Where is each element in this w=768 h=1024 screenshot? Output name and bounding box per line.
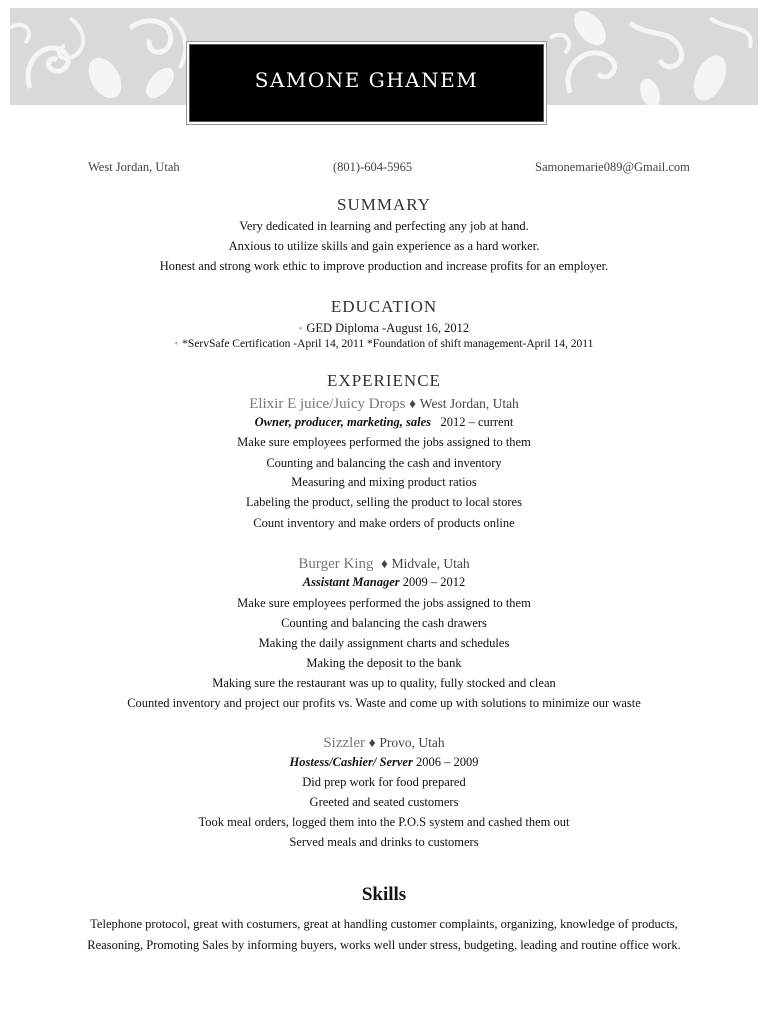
job-header bbox=[0, 396, 768, 413]
job-duty: Labeling the product, selling the product to local stores bbox=[246, 495, 522, 509]
job-duty: Counting and balancing the cash drawers bbox=[281, 616, 487, 630]
job-duty: Served meals and drinks to customers bbox=[289, 835, 479, 849]
job-duty: Greeted and seated customers bbox=[309, 795, 459, 809]
job-role-line bbox=[0, 415, 768, 430]
skills-line: Reasoning, Promoting Sales by informing buyers, works well under stress, budgeting, leading and routine office work. bbox=[87, 938, 681, 952]
job-location: Midvale, Utah bbox=[391, 556, 470, 571]
job-duty: Measuring and mixing product ratios bbox=[291, 475, 477, 489]
job-role: Owner, producer, marketing, sales bbox=[254, 415, 432, 429]
name-box-inner bbox=[189, 44, 544, 122]
name-box bbox=[186, 41, 547, 125]
skills-line: Telephone protocol, great with costumers, great at handling customer complaints, organizing, knowledge of products, bbox=[90, 917, 678, 931]
bullet-icon: • bbox=[174, 339, 179, 350]
job-header bbox=[0, 556, 768, 573]
diamond-icon: ♦ bbox=[409, 396, 417, 411]
education-item-text: *ServSafe Certification -April 14, 2011 *Foundation of shift management-April 14, 2011 bbox=[182, 338, 594, 350]
job-location: West Jordan, Utah bbox=[419, 396, 519, 411]
job-duty: Making the daily assignment charts and schedules bbox=[258, 636, 510, 650]
job-duty: Counting and balancing the cash and inventory bbox=[266, 456, 502, 470]
job-duty: Make sure employees performed the jobs assigned to them bbox=[237, 435, 531, 449]
job-employer: Elixir E juice/Juicy Drops bbox=[249, 396, 406, 412]
job-dates: 2012 – current bbox=[440, 415, 514, 429]
summary-line: Very dedicated in learning and perfecting any job at hand. bbox=[239, 219, 529, 233]
job-employer: Burger King bbox=[298, 556, 374, 572]
job-duty: Did prep work for food prepared bbox=[302, 775, 466, 789]
contact-email[interactable]: Samonemarie089@Gmail.com bbox=[535, 160, 690, 174]
job-duty: Make sure employees performed the jobs assigned to them bbox=[237, 596, 531, 610]
summary-line: Honest and strong work ethic to improve production and increase profits for an employer. bbox=[159, 259, 609, 273]
experience-heading: EXPERIENCE bbox=[327, 371, 441, 390]
education-heading: EDUCATION bbox=[330, 297, 438, 316]
diamond-icon: ♦ bbox=[368, 735, 376, 750]
job-role: Hostess/Cashier/ Server bbox=[289, 755, 413, 769]
education-item-text: GED Diploma -August 16, 2012 bbox=[306, 321, 470, 335]
summary-heading: SUMMARY bbox=[337, 195, 431, 214]
job-role-line bbox=[0, 755, 768, 770]
job-dates: 2009 – 2012 bbox=[402, 575, 466, 589]
resume-name: SAMONE GHANEM bbox=[254, 68, 479, 92]
diamond-icon: ♦ bbox=[381, 556, 388, 571]
job-duty: Making sure the restaurant was up to quality, fully stocked and clean bbox=[212, 676, 556, 690]
job-duty: Counted inventory and project our profits vs. Waste and come up with solutions to minimize our waste bbox=[127, 696, 641, 710]
job-header bbox=[0, 735, 768, 752]
contact-phone: (801)-604-5965 bbox=[333, 160, 413, 174]
bullet-icon: • bbox=[298, 324, 303, 335]
skills-heading: Skills bbox=[361, 884, 407, 905]
job-duty: Took meal orders, logged them into the P.O.S system and cashed them out bbox=[198, 815, 570, 829]
education-item bbox=[0, 338, 768, 350]
education-item bbox=[0, 321, 768, 336]
job-role: Assistant Manager bbox=[302, 575, 400, 589]
job-employer: Sizzler bbox=[323, 735, 365, 751]
job-location: Provo, Utah bbox=[379, 735, 445, 750]
job-duty: Count inventory and make orders of products online bbox=[253, 516, 515, 530]
job-role-line bbox=[0, 575, 768, 590]
job-dates: 2006 – 2009 bbox=[415, 755, 479, 769]
contact-location: West Jordan, Utah bbox=[88, 160, 180, 174]
summary-line: Anxious to utilize skills and gain experience as a hard worker. bbox=[228, 239, 540, 253]
job-duty: Making the deposit to the bank bbox=[306, 656, 462, 670]
